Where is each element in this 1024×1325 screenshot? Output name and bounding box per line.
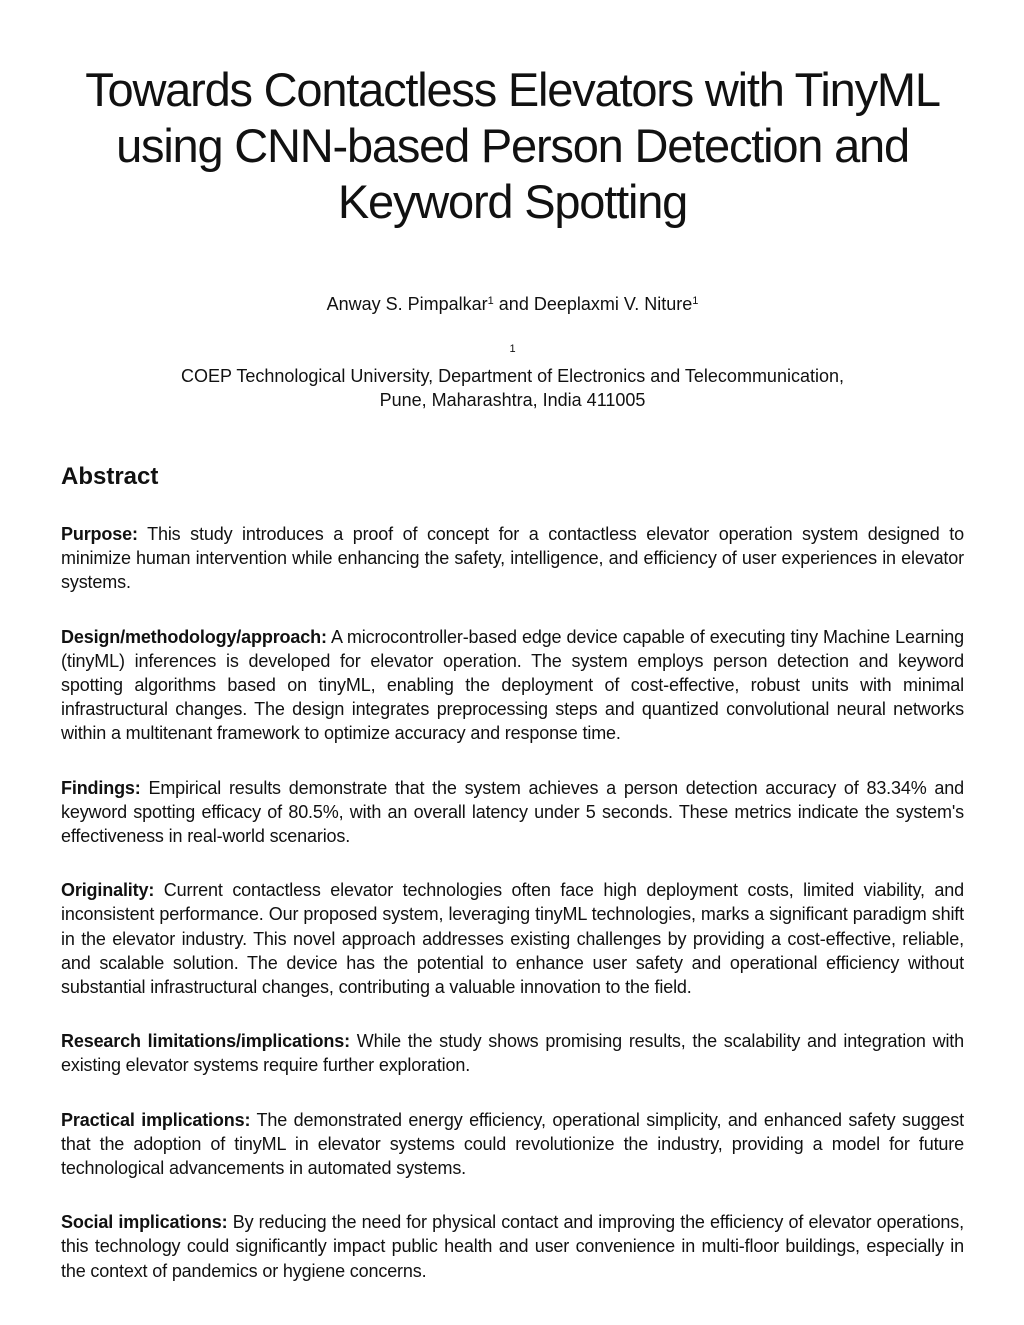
abstract-heading: Abstract (61, 463, 159, 490)
author-name: Deeplaxmi V. Niture (533, 294, 693, 314)
section-text: While the study shows promising results, the scalability and integration with existing elevator systems require further exploration. (61, 1031, 965, 1076)
section-label: Social implications: (61, 1212, 228, 1233)
affiliation-line: Pune, Maharashtra, India 411005 (379, 390, 646, 410)
section-text: Empirical results demonstrate that the system achieves a person detection accuracy of 83.34% and keyword spotting efficacy of 80.5%, with an overall latency under 5 seconds. These metrics indicate the system's effectiveness in real-world scenarios. (61, 777, 965, 847)
abstract-section-originality (61, 878, 964, 999)
section-label: Findings: (61, 777, 141, 798)
section-text: Current contactless elevator technologies often face high deployment costs, limited viability, and inconsistent performance. Our proposed system, leveraging tinyML technologies, marks a significant paradigm shift in the elevator industry. This novel approach addresses existing challenges by providing a cost-effective, reliable, and scalable solution. The device has the potential to enhance user safety and operational efficiency without substantial infrastructural changes, contributing a valuable innovation to the field. (61, 880, 964, 998)
section-label: Research limitations/implications: (61, 1031, 350, 1052)
section-text: The demonstrated energy efficiency, operational simplicity, and enhanced safety suggest that the adoption of tinyML in elevator systems could revolutionize the industry, providing a model for future technological advancements in automated systems. (61, 1109, 964, 1179)
affiliation-line (61, 340, 964, 388)
title-line: Towards Contactless Elevators with TinyML (85, 63, 940, 116)
section-label: Purpose: (61, 524, 138, 544)
section-label: Design/methodology/approach: (61, 626, 327, 647)
abstract-section-findings (61, 776, 964, 849)
author-list (61, 292, 964, 316)
abstract-section-limitations (61, 1029, 964, 1077)
author-name: Anway S. Pimpalkar (326, 294, 488, 314)
title-line: Keyword Spotting (337, 175, 688, 228)
section-text: A microcontroller-based edge device capable of executing tiny Machine Learning (tinyML) inferences is developed for elevator operation. The system employs person detection and keyword spotting algorithms based on tinyML, enabling the deployment of cost-effective, robust units with minimal infrastructural changes. The design integrates preprocessing steps and quantized convolutional neural networks within a multitenant framework to optimize accuracy and response time. (61, 626, 964, 744)
abstract-section-social (61, 1210, 964, 1283)
affiliation-text: COEP Technological University, Department of Electronics and Telecommunication, (181, 366, 844, 386)
section-label: Originality: (61, 880, 155, 901)
affiliation-marker: 1 (692, 295, 699, 307)
section-text: By reducing the need for physical contact and improving the efficiency of elevator operations, this technology could significantly impact public health and user convenience in multi-floor buildings, especially in the context of pandemics or hygiene concerns. (61, 1212, 964, 1281)
abstract-section-design (61, 625, 964, 746)
author-conjunction: and (493, 294, 534, 314)
abstract-section-practical (61, 1108, 964, 1181)
section-text: This study introduces a proof of concept for a contactless elevator operation system designed to minimize human intervention while enhancing the safety, intelligence, and efficiency of user experiences in elevator systems. (61, 524, 964, 593)
abstract-section-purpose (61, 522, 964, 595)
affiliation-marker: 1 (487, 295, 494, 307)
section-label: Practical implications: (61, 1109, 251, 1130)
affiliation-marker: 1 (509, 343, 516, 355)
title-line: using CNN-based Person Detection and (116, 119, 909, 172)
paper-title (61, 62, 964, 230)
affiliation (61, 340, 964, 412)
